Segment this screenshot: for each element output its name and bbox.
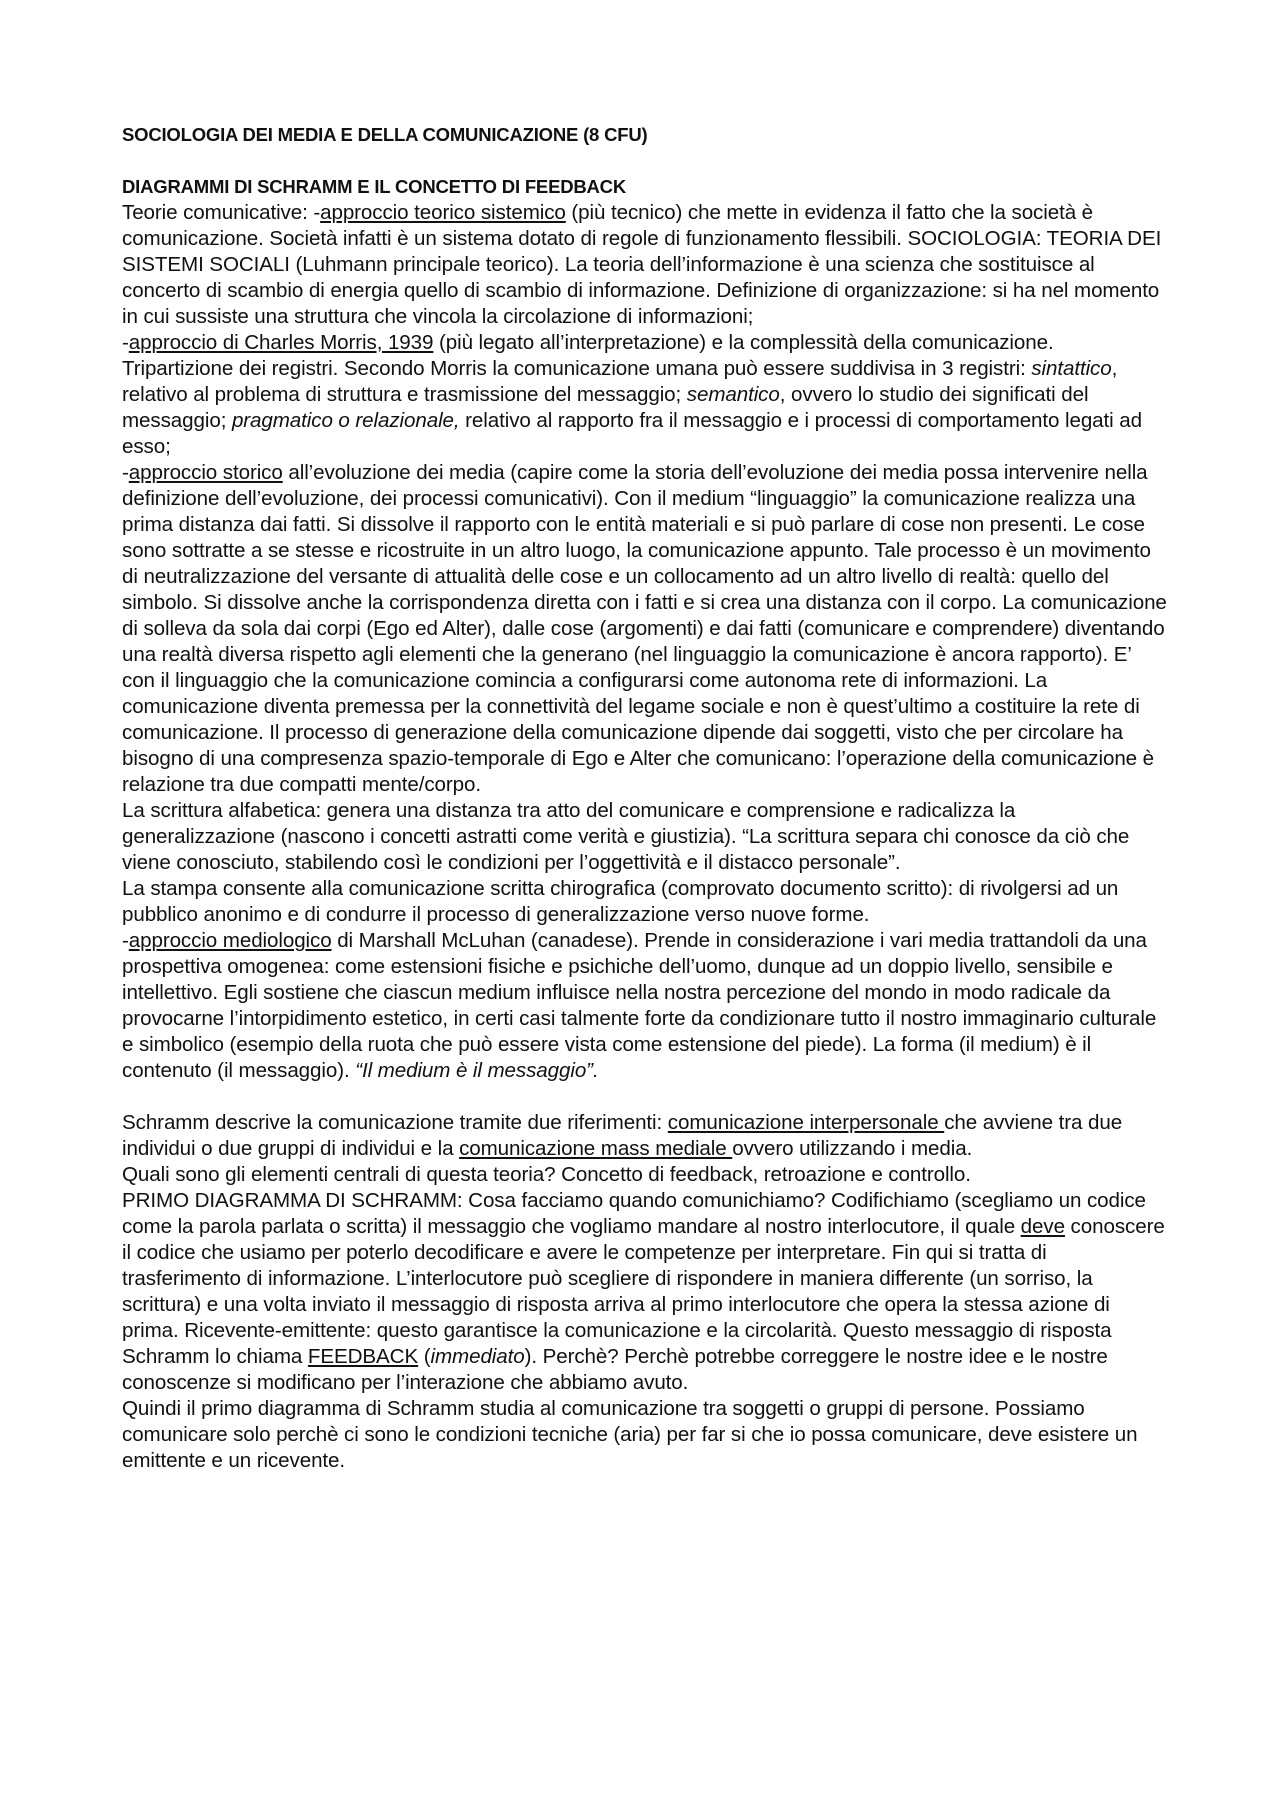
underlined-term: deve xyxy=(1020,1215,1065,1238)
paragraph-morris-approach: -approccio di Charles Morris, 1939 (più legato all’interpretazione) e la complessità della comunicazione. Tripartizione dei registri. Secondo Morris la comunicazione umana può essere suddivisa in 3 registri: sintattico, relativo al problema di struttura e trasmissione del messaggio; semantico, ovvero lo studio dei significati del messaggio; pragmatico o relazionale, relativo al rapporto fra il messaggio e i processi di comportamento legati ad esso; xyxy=(122,331,1142,458)
underlined-term: FEEDBACK xyxy=(307,1345,419,1368)
italic-term: sintattico xyxy=(1031,357,1112,380)
underlined-term: comunicazione mass mediale xyxy=(459,1137,733,1160)
document-page xyxy=(122,122,1167,1474)
italic-term: pragmatico o relazionale, xyxy=(231,409,460,432)
section-title: DIAGRAMMI DI SCHRAMM E IL CONCETTO DI FEEDBACK xyxy=(122,176,627,197)
paragraph-systemic-approach: Teorie comunicative: -approccio teorico sistemico (più tecnico) che mette in evidenza il fatto che la società è comunicazione. Società infatti è un sistema dotato di regole di funzionamento flessibili. SOCIOLOGIA: TEORIA DEI SISTEMI SOCIALI (Luhmann principale teorico). La teoria dell’informazione è una scienza che sostituisce al concerto di scambio di energia quello di scambio di informazione. Definizione di organizzazione: si ha nel momento in cui sussiste una struttura che vincola la circolazione di informazioni; xyxy=(122,201,1162,328)
italic-term: semantico xyxy=(686,383,780,406)
paragraph-printing: La stampa consente alla comunicazione scritta chirografica (comprovato documento scritto): di rivolgersi ad un pubblico anonimo e di condurre il processo di generalizzazione verso nuove forme. xyxy=(122,877,1119,926)
paragraph-alphabetic-writing: La scrittura alfabetica: genera una distanza tra atto del comunicare e comprensione e radicalizza la generalizzazione (nascono i concetti astratti come verità e giustizia). “La scrittura separa chi conosce da ciò che viene conosciuto, stabilendo così le condizioni per l’oggettività e il distacco personale”. xyxy=(122,799,1130,874)
paragraph-schramm-references: Schramm descrive la comunicazione tramite due riferimenti: comunicazione interpersonale che avviene tra due individui o due gruppi di individui e la comunicazione mass mediale ovvero utilizzando i media. xyxy=(122,1111,1123,1160)
document-title: SOCIOLOGIA DEI MEDIA E DELLA COMUNICAZIONE (8 CFU) xyxy=(122,124,648,145)
underlined-term: approccio teorico sistemico xyxy=(320,201,566,224)
paragraph-central-elements: Quali sono gli elementi centrali di questa teoria? Concetto di feedback, retroazione e controllo. xyxy=(122,1163,971,1186)
underlined-term: approccio storico xyxy=(128,461,283,484)
paragraph-spacer xyxy=(122,1084,1167,1110)
paragraph-mediological-approach: -approccio mediologico di Marshall McLuhan (canadese). Prende in considerazione i vari media trattandoli da una prospettiva omogenea: come estensioni fisiche e psichiche dell’uomo, dunque ad un doppio livello, sensibile e intellettivo. Egli sostiene che ciascun medium influisce nella nostra percezione del mondo in modo radicale da provocarne l’intorpidimento estetico, in certi casi talmente forte da condizionare tutto il nostro immaginario culturale e simbolico (esempio della ruota che può essere vista come estensione del piede). La forma (il medium) è il contenuto (il messaggio). “Il medium è il messaggio”. xyxy=(122,929,1157,1082)
italic-term: immediato xyxy=(430,1345,525,1368)
paragraph-conclusion: Quindi il primo diagramma di Schramm studia al comunicazione tra soggetti o gruppi di persone. Possiamo comunicare solo perchè ci sono le condizioni tecniche (aria) per far si che io possa comunicare, deve esistere un emittente e un ricevente. xyxy=(122,1397,1138,1472)
underlined-term: approccio di Charles Morris, 1939 xyxy=(128,331,434,354)
underlined-term: comunicazione interpersonale xyxy=(667,1111,945,1134)
underlined-term: approccio mediologico xyxy=(128,929,332,952)
italic-quote: “Il medium è il messaggio”. xyxy=(355,1059,599,1082)
paragraph-first-diagram: PRIMO DIAGRAMMA DI SCHRAMM: Cosa facciamo quando comunichiamo? Codifichiamo (scegliamo un codice come la parola parlata o scritta) il messaggio che vogliamo mandare al nostro interlocutore, il quale deve conoscere il codice che usiamo per poterlo decodificare e avere le competenze per interpretare. Fin qui si tratta di trasferimento di informazione. L’interlocutore può scegliere di rispondere in maniera differente (un sorriso, la scrittura) e una volta inviato il messaggio di risposta arriva al primo interlocutore che opera la stessa azione di prima. Ricevente-emittente: questo garantisce la comunicazione e la circolarità. Questo messaggio di risposta Schramm lo chiama FEEDBACK (immediato). Perchè? Perchè potrebbe correggere le nostre idee e le nostre conoscenze si modificano per l’interazione che abbiamo avuto. xyxy=(122,1189,1165,1394)
paragraph-historical-approach: -approccio storico all’evoluzione dei media (capire come la storia dell’evoluzione dei media possa intervenire nella definizione dell’evoluzione, dei processi comunicativi). Con il medium “linguaggio” la comunicazione realizza una prima distanza dai fatti. Si dissolve il rapporto con le entità materiali e si può parlare di cose non presenti. Le cose sono sottratte a se stesse e ricostruite in un altro luogo, la comunicazione appunto. Tale processo è un movimento di neutralizzazione del versante di attualità delle cose e un collocamento ad un altro livello di realtà: quello del simbolo. Si dissolve anche la corrispondenza diretta con i fatti e si crea una distanza con il corpo. La comunicazione di solleva da sola dai corpi (Ego ed Alter), dalle cose (argomenti) e dai fatti (comunicare e comprendere) diventando una realtà diversa rispetto agli elementi che la generano (nel linguaggio la comunicazione è ancora rapporto). E’ con il linguaggio che la comunicazione comincia a configurarsi come autonoma rete di informazioni. La comunicazione diventa premessa per la connettività del legame sociale e non è quest’ultimo a costituire la rete di comunicazione. Il processo di generazione della comunicazione dipende dai soggetti, visto che per circolare ha bisogno di una compresenza spazio-temporale di Ego e Alter che comunicano: l’operazione della comunicazione è relazione tra due compatti mente/corpo. xyxy=(122,461,1167,796)
